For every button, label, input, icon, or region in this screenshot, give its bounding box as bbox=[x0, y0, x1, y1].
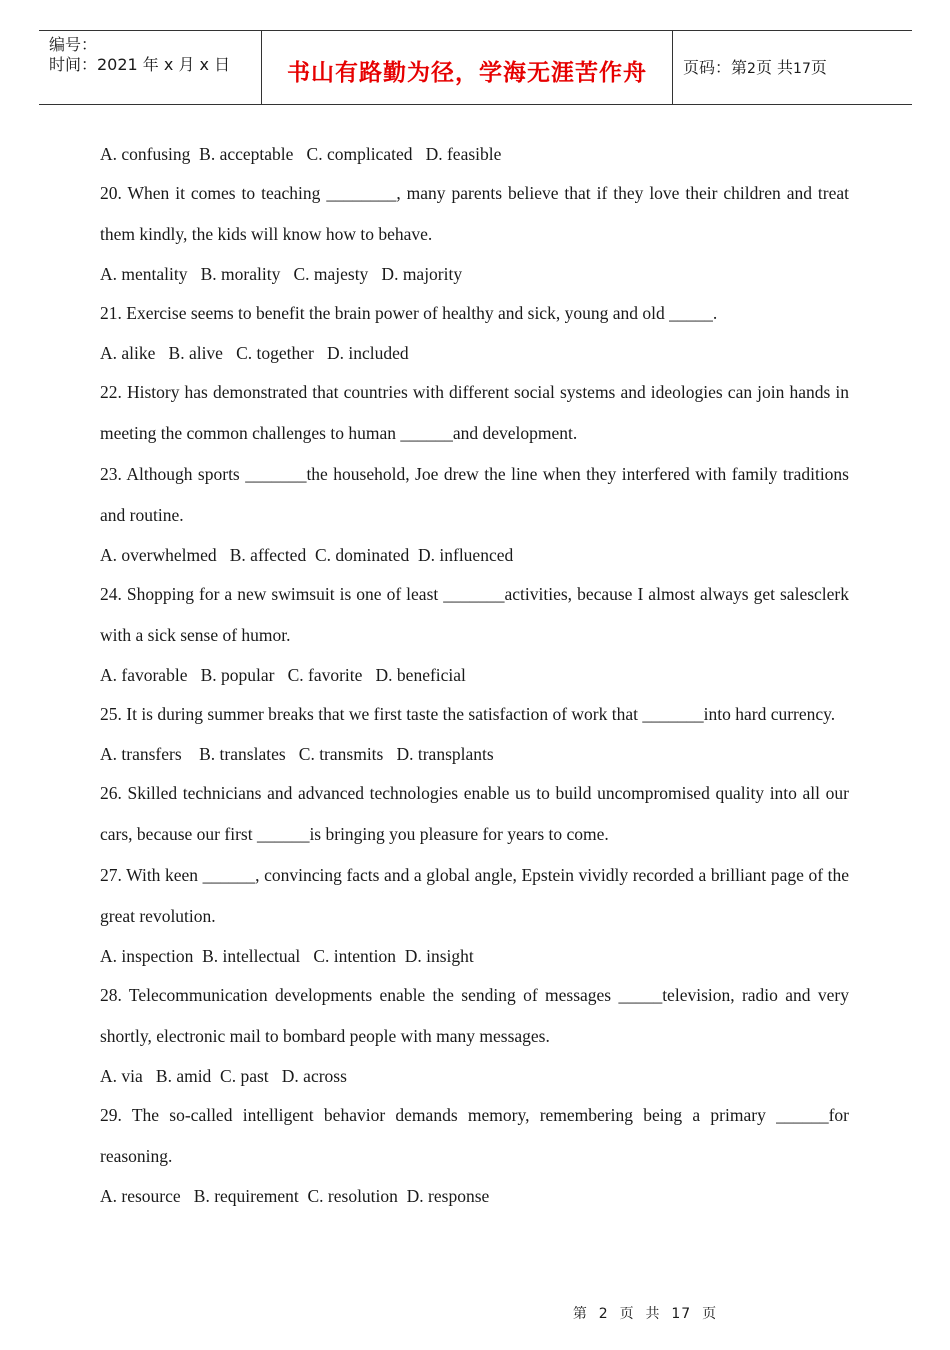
header-info-cell bbox=[39, 31, 261, 105]
header-motto-cell bbox=[261, 31, 673, 105]
answer-options: A. via B. amid C. past D. across bbox=[100, 1066, 347, 1086]
page-header bbox=[39, 30, 912, 105]
question-27: 27. With keen ______, convincing facts and a global angle, Epstein vividly recorded a brilliant page of the great revolution. bbox=[100, 865, 849, 926]
question-25: 25. It is during summer breaks that we first taste the satisfaction of work that _______into hard currency. bbox=[100, 704, 836, 724]
answer-options: A. overwhelmed B. affected C. dominated D. influenced bbox=[100, 545, 514, 565]
question-21: 21. Exercise seems to benefit the brain power of healthy and sick, young and old _____. bbox=[100, 303, 718, 323]
page-total: 17 bbox=[793, 60, 811, 77]
exercise-content bbox=[100, 135, 849, 1215]
question-26: 26. Skilled technicians and advanced technologies enable us to build uncompromised quality into all our cars, because our first ______is bringing you pleasure for years to come. bbox=[100, 783, 849, 844]
serial-number-label: 编号： bbox=[49, 35, 98, 54]
page-number-label bbox=[683, 58, 827, 79]
answer-options: A. favorable B. popular C. favorite D. beneficial bbox=[100, 665, 466, 685]
question-24: 24. Shopping for a new swimsuit is one of least _______activities, because I almost always get salesclerk with a sick sense of humor. bbox=[100, 584, 849, 645]
answer-options: A. resource B. requirement C. resolution D. response bbox=[100, 1186, 490, 1206]
answer-options: A. alike B. alive C. together D. included bbox=[100, 343, 409, 363]
answer-options: A. confusing B. acceptable C. complicated D. feasible bbox=[100, 144, 502, 164]
page-prefix: 页码：第 bbox=[683, 57, 748, 77]
question-23: 23. Although sports _______the household, Joe drew the line when they interfered with family traditions and routine. bbox=[100, 464, 849, 525]
question-20: 20. When it comes to teaching ________, many parents believe that if they love their children and treat them kindly, the kids will know how to behave. bbox=[100, 183, 849, 244]
question-29: 29. The so-called intelligent behavior demands memory, remembering being a primary ______for reasoning. bbox=[100, 1105, 849, 1166]
question-22: 22. History has demonstrated that countries with different social systems and ideologies can join hands in meeting the common challenges to human ______and development. bbox=[100, 382, 849, 443]
question-28: 28. Telecommunication developments enable the sending of messages _____television, radio and very shortly, electronic mail to bombard people with many messages. bbox=[100, 985, 849, 1046]
page-footer: 第 2 页 共 17 页 bbox=[572, 1306, 718, 1322]
answer-options: A. transfers B. translates C. transmits D. transplants bbox=[100, 744, 494, 764]
page-current: 2 bbox=[747, 60, 756, 77]
answer-options: A. inspection B. intellectual C. intention D. insight bbox=[100, 946, 474, 966]
motto-text: 书山有路勤为径，学海无涯苦作舟 bbox=[287, 59, 647, 86]
answer-options: A. mentality B. morality C. majesty D. majority bbox=[100, 264, 463, 284]
header-page-cell bbox=[673, 31, 912, 105]
date-label: 时间：2021 年 x 月 x 日 bbox=[49, 55, 231, 74]
page-mid: 页 共 bbox=[755, 57, 794, 77]
page-suffix: 页 bbox=[810, 57, 827, 77]
